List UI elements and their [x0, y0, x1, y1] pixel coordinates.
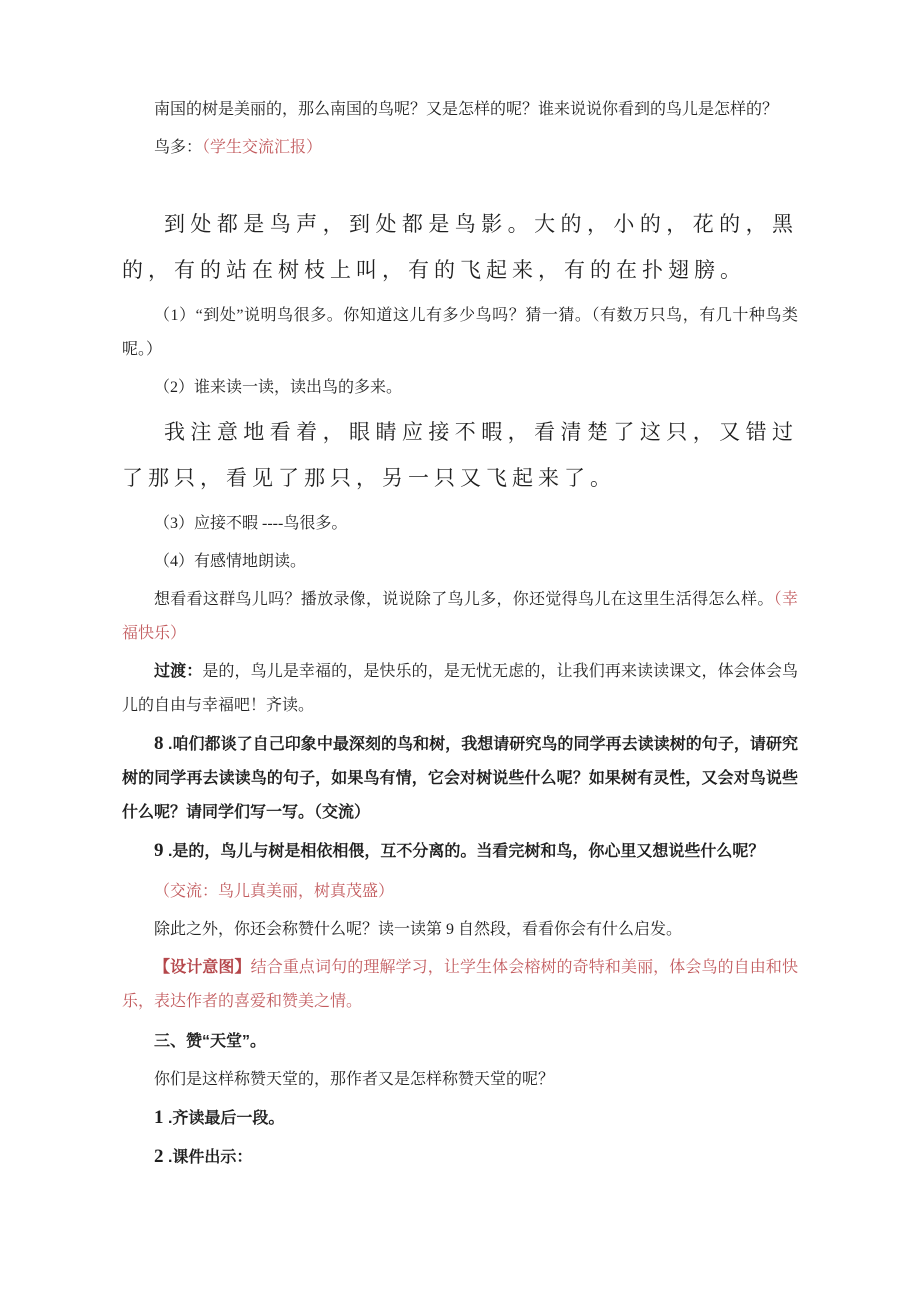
design-intent-label: 【设计意图】 [154, 959, 251, 976]
step-8-text: .咱们都谈了自己印象中最深刻的鸟和树，我想请研究鸟的同学再去读读树的句子，请研究树的同学再去读读鸟的句子，如果鸟有情，它会对树说些什么呢？如果树有灵性，又会对鸟说些什么呢？请同学们写一写。（交流） [122, 736, 798, 821]
step-9-number: 9 [154, 840, 164, 861]
transition-label: 过渡： [154, 663, 203, 680]
step-1-number: 1 [154, 1107, 164, 1128]
video-question-paragraph [122, 583, 798, 651]
exchange-red-note-paragraph: （交流：鸟儿真美丽，树真茂盛） [154, 883, 395, 900]
bird-many-label: 鸟多： [154, 139, 203, 156]
step-2-number: 2 [154, 1146, 164, 1167]
step-2-text: .课件出示： [163, 1149, 253, 1166]
step-1-text: .齐读最后一段。 [163, 1110, 285, 1127]
besides-question-paragraph: 除此之外，你还会称赞什么呢？读一读第 9 自然段，看看你会有什么启发。 [154, 921, 683, 938]
design-intent-paragraph [122, 951, 798, 1019]
student-report-red-note: （学生交流汇报） [202, 139, 323, 156]
transition-text: 是的，鸟儿是幸福的，是快乐的，是无忧无虑的，让我们再来读读课文，体会体会鸟儿的自由与幸福吧！齐读。 [122, 663, 798, 714]
praise-question-paragraph: 你们是这样称赞天堂的，那作者又是怎样称赞天堂的呢？ [154, 1071, 555, 1088]
point-2-paragraph: （2）谁来读一读，读出鸟的多来。 [154, 379, 403, 396]
step-9-paragraph [122, 834, 798, 869]
step-2-paragraph [122, 1140, 798, 1175]
point-3-paragraph: （3）应接不暇 ----鸟很多。 [154, 515, 348, 532]
happy-red-note: （幸福快乐） [122, 591, 798, 642]
step-8-paragraph [122, 727, 798, 830]
transition-paragraph [122, 655, 798, 723]
bird-many-note-paragraph [122, 131, 798, 165]
point-4-paragraph: （4）有感情地朗读。 [154, 553, 307, 570]
step-8-number: 8 [154, 733, 164, 754]
point-1-paragraph: （1）“到处”说明鸟很多。你知道这儿有多少鸟吗？猜一猜。（有数万只鸟，有几十种鸟类呢。） [122, 307, 798, 358]
step-9-text: .是的，鸟儿与树是相依相偎，互不分离的。当看完树和鸟，你心里又想说些什么呢？ [163, 843, 765, 860]
video-question-text: 想看看这群鸟儿吗？播放录像，说说除了鸟儿多，你还觉得鸟儿在这里生活得怎么样。 [154, 591, 774, 608]
section-3-heading: 三、赞“天堂”。 [154, 1033, 267, 1050]
quoted-passage-2: 我注意地看着，眼睛应接不暇，看清楚了这只，又错过了那只，看见了那只，另一只又飞起来了。 [122, 420, 798, 490]
quoted-passage-1: 到处都是鸟声，到处都是鸟影。大的，小的，花的，黑的，有的站在树枝上叫，有的飞起来，有的在扑翅膀。 [122, 212, 798, 282]
design-intent-text: 结合重点词句的理解学习，让学生体会榕树的奇特和美丽，体会鸟的自由和快乐，表达作者的喜爱和赞美之情。 [122, 959, 798, 1010]
intro-question-paragraph: 南国的树是美丽的，那么南国的鸟呢？又是怎样的呢？谁来说说你看到的鸟儿是怎样的？ [154, 101, 779, 118]
step-1-paragraph [122, 1101, 798, 1136]
